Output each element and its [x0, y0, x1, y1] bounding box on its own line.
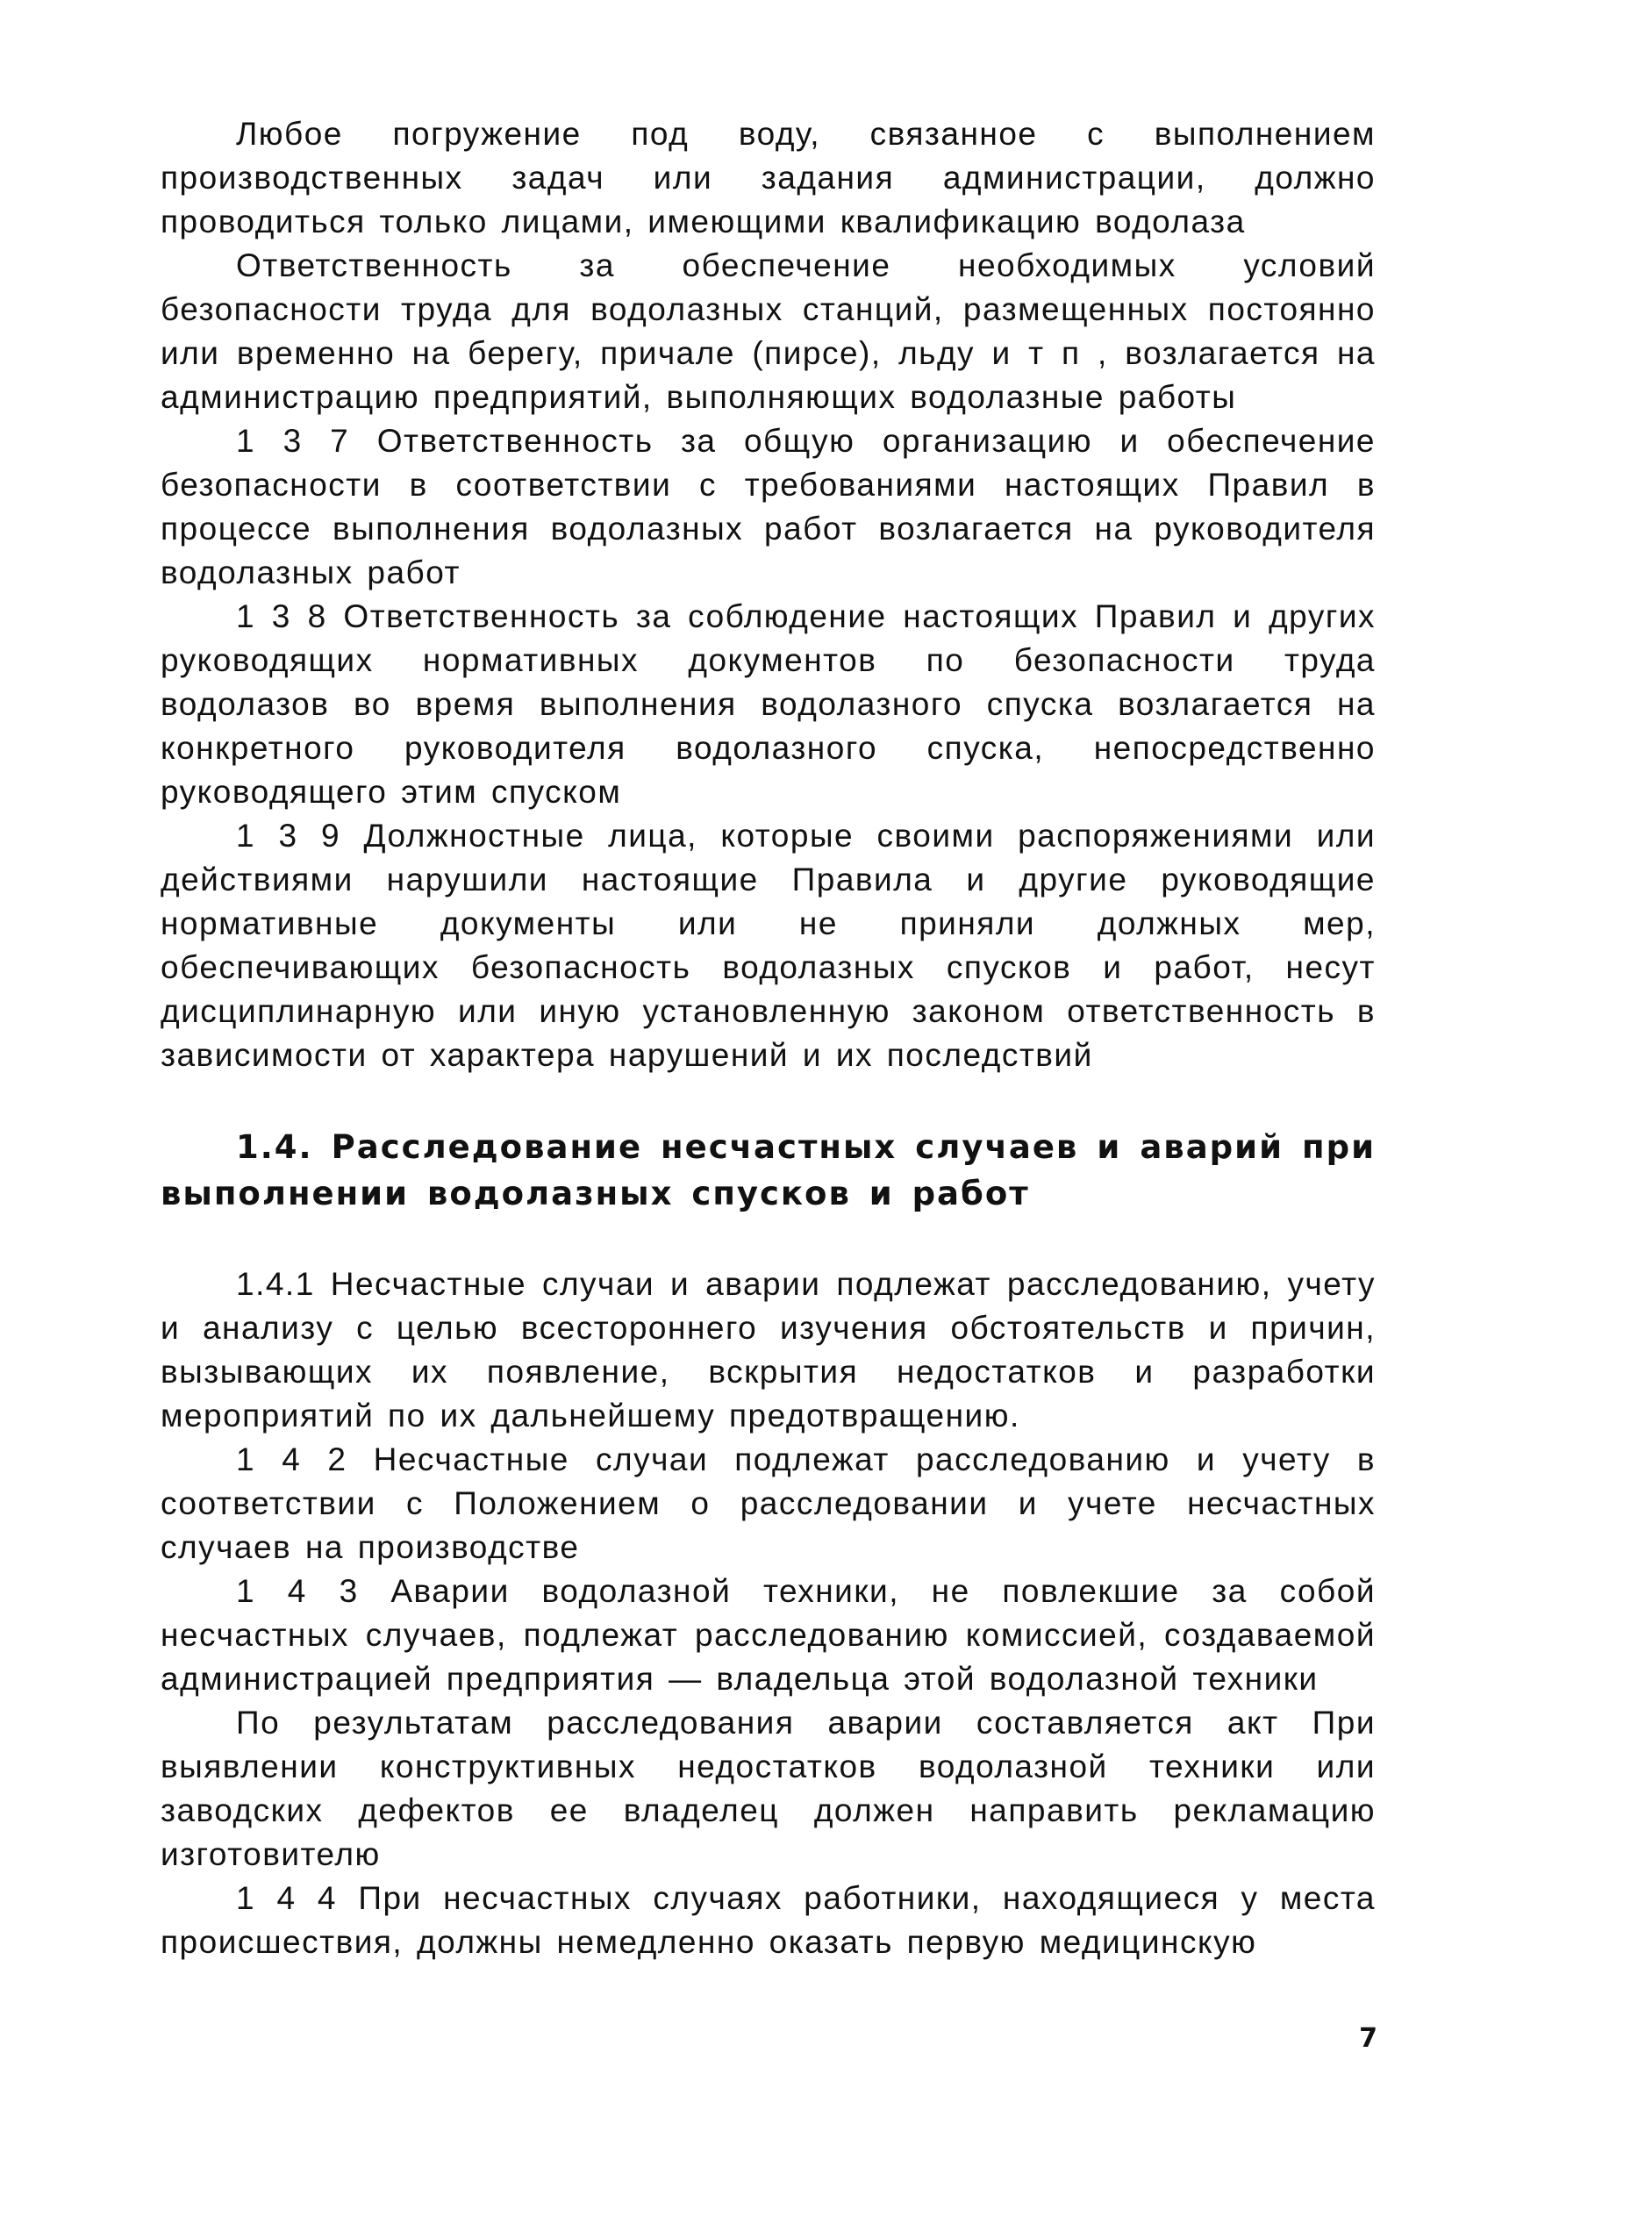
page-number: 7: [1359, 2023, 1377, 2054]
paragraph-1-4-2: 1 4 2 Несчастные случаи подлежат расследованию и учету в соответствии с Положением о расследовании и учете несчастных случаев на производстве: [161, 1441, 1376, 1565]
page-content: [161, 112, 1376, 1964]
paragraph-1-4-1: 1.4.1 Несчастные случаи и аварии подлежат расследованию, учету и анализу с целью всестороннего изучения обстоятельств и причин, вызывающих их появление, вскрытия недостатков и разработки мероприятий по их дальнейшему предотвращению.: [161, 1266, 1376, 1434]
paragraph-1-3-9: 1 3 9 Должностные лица, которые своими распоряжениями или действиями нарушили настоящие Правила и другие руководящие нормативные документы или не приняли должных мер, обеспечивающих безопасность водолазных спусков и работ, несут дисциплинарную или иную установленную законом ответственность в зависимости от характера нарушений и их последствий: [161, 818, 1376, 1073]
paragraph-diver-qualification: Любое погружение под воду, связанное с выполнением производственных задач или задания администрации, должно проводиться только лицами, имеющими квалификацию водолаза: [161, 116, 1376, 240]
paragraph-accident-report: По результатам расследования аварии составляется акт При выявлении конструктивных недостатков водолазной техники или заводских дефектов ее владелец должен направить рекламацию изготовителю: [161, 1705, 1376, 1872]
paragraph-1-3-7: 1 3 7 Ответственность за общую организацию и обеспечение безопасности в соответствии с требованиями настоящих Правил в процессе выполнения водолазных работ возлагается на руководителя водолазных работ: [161, 423, 1376, 590]
paragraph-1-4-4: 1 4 4 При несчастных случаях работники, находящиеся у места происшествия, должны немедленно оказать первую медицинскую: [161, 1880, 1376, 1960]
paragraph-1-4-3: 1 4 3 Аварии водолазной техники, не повлекшие за собой несчастных случаев, подлежат расследованию комиссией, создаваемой администрацией предприятия — владельца этой водолазной техники: [161, 1573, 1376, 1697]
paragraph-1-3-8: 1 3 8 Ответственность за соблюдение настоящих Правил и других руководящих нормативных документов по безопасности труда водолазов во время выполнения водолазного спуска возлагается на конкретного руководителя водолазного спуска, непосредственно руководящего этим спуском: [161, 598, 1376, 810]
section-heading-1-4: 1.4. Расследование несчастных случаев и аварий при выполнении водолазных спусков и работ: [161, 1128, 1376, 1212]
paragraph-responsibility-stations: Ответственность за обеспечение необходимых условий безопасности труда для водолазных станций, размещенных постоянно или временно на берегу, причале (пирсе), льду и т п , возлагается на администрацию предприятий, выполняющих водолазные работы: [161, 247, 1376, 415]
